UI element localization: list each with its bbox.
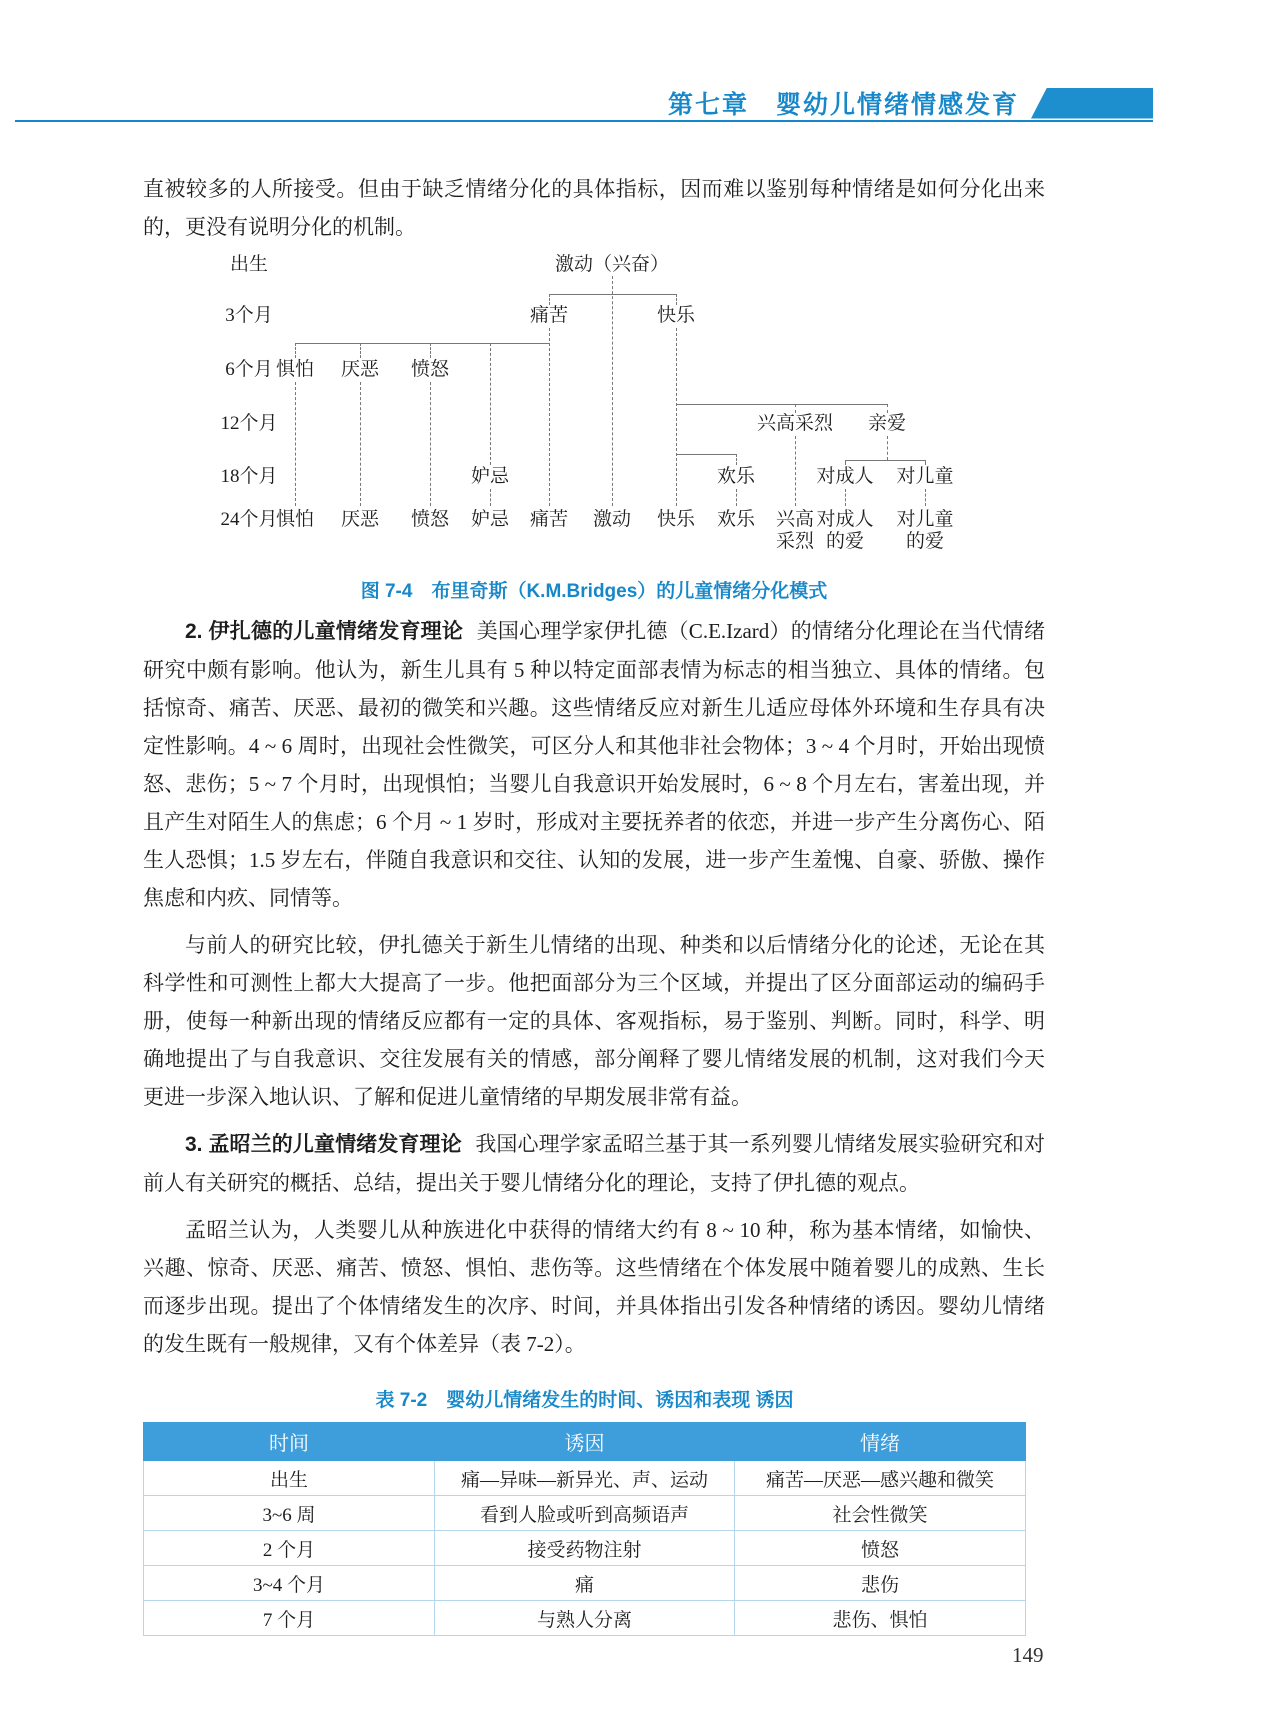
body-paragraph: 直被较多的人所接受。但由于缺乏情绪分化的具体指标，因而难以鉴别每种情绪是如何分化出来的，更没有说明分化的机制。 (143, 177, 1045, 239)
diagram-line (295, 343, 296, 358)
age-label: 24个月 (220, 509, 278, 530)
cell-time: 出生 (144, 1461, 435, 1496)
diagram-line (676, 404, 887, 405)
node-delight: 快乐 (656, 305, 695, 326)
diagram-line (845, 460, 925, 461)
header-rule (15, 120, 1153, 122)
table-header-row (144, 1423, 1026, 1461)
body-paragraph (143, 612, 1045, 917)
diagram-line (676, 294, 677, 305)
figure-caption: 图 7-4 布里奇斯（K.M.Bridges）的儿童情绪分化模式 (360, 581, 828, 602)
cell-emotion: 悲伤、惧怕 (734, 1601, 1025, 1636)
diagram-line (887, 404, 888, 413)
cell-trigger: 痛—异味—新异光、声、运动 (435, 1461, 735, 1496)
cell-emotion: 痛苦—厌恶—感兴趣和微笑 (734, 1461, 1025, 1496)
diagram-line (845, 489, 846, 506)
node-toward-adult: 对成人 (816, 466, 874, 487)
table-row (144, 1566, 1026, 1601)
cell-trigger: 接受药物注射 (435, 1531, 735, 1566)
diagram-line (490, 489, 491, 506)
node-joy: 欢乐 (716, 466, 755, 487)
diagram-line (845, 460, 846, 465)
table-row (144, 1461, 1026, 1496)
age-label: 出生 (229, 254, 268, 275)
diagram-line (549, 294, 550, 305)
bottom-node: 惧怕 (275, 509, 314, 530)
emotion-table (143, 1422, 1026, 1636)
cell-time: 3~4 个月 (144, 1566, 435, 1601)
bottom-node: 快乐 (656, 509, 695, 530)
bottom-node: 妒忌 (470, 509, 509, 530)
age-label: 12个月 (220, 413, 278, 434)
table-caption: 表 7-2 婴幼儿情绪发生的时间、诱因和表现 诱因 (375, 1390, 794, 1411)
bottom-node: 厌恶 (340, 509, 379, 530)
diagram-line (360, 343, 361, 358)
paragraph-text: 我国心理学家孟昭兰基于其一系列婴儿情绪发展实验研究和对前人有关研究的概括、总结，提出关于婴儿情绪分化的理论，支持了伊扎德的观点。 (143, 1132, 1045, 1195)
diagram-line (925, 489, 926, 506)
age-label: 18个月 (220, 466, 278, 487)
age-label: 3个月 (225, 305, 273, 326)
node-distress: 痛苦 (529, 305, 568, 326)
node-elation: 兴高采烈 (756, 413, 833, 434)
bottom-node: 对儿童的爱 (896, 509, 954, 552)
column-header-time: 时间 (144, 1423, 435, 1461)
cell-emotion: 悲伤 (734, 1566, 1025, 1601)
node-affection: 亲爱 (867, 413, 906, 434)
paragraph-text: 美国心理学家伊扎德（C.E.Izard）的情绪分化理论在当代情绪研究中颇有影响。他认为，新生儿具有 5 种以特定面部表情为标志的相当独立、具体的情绪。包括惊奇、痛苦、厌恶、最初的微笑和兴趣。这些情绪反应对新生儿适应母体外环境和生存具有决定性影响。4 ~ 6 周时，出现社会性微笑，可区分人和其他非社会物体；3 ~ 4 个月时，开始出现愤怒、悲伤；5 ~ 7 个月时，出现惧怕；当婴儿自我意识开始发展时，6 ~ 8 个月左右，害羞出现，并且产生对陌生人的焦虑；6 个月 ~ 1 岁时，形成对主要抚养者的依恋，并进一步产生分离伤心、陌生人恐惧；1.5 岁左右，伴随自我意识和交往、认知的发展，进一步产生羞愧、自豪、骄傲、操作焦虑和内疚、同情等。 (143, 619, 1045, 910)
diagram-line (490, 343, 491, 465)
page-content (143, 170, 1045, 1636)
node-fear: 惧怕 (275, 359, 314, 380)
cell-emotion: 愤怒 (734, 1531, 1025, 1566)
column-header-emotion: 情绪 (734, 1423, 1025, 1461)
cell-time: 3~6 周 (144, 1496, 435, 1531)
node-toward-child: 对儿童 (896, 466, 954, 487)
diagram-line (360, 382, 361, 506)
bottom-node: 兴高采烈 (775, 509, 814, 552)
cell-emotion: 社会性微笑 (734, 1496, 1025, 1531)
chapter-header (0, 85, 1153, 121)
cell-time: 7 个月 (144, 1601, 435, 1636)
table-row (144, 1601, 1026, 1636)
diagram-line (295, 343, 549, 344)
node-excitement: 激动（兴奋） (554, 254, 669, 275)
table-row (144, 1496, 1026, 1531)
table-row (144, 1531, 1026, 1566)
diagram-line (295, 382, 296, 506)
paragraph-lead: 2. 伊扎德的儿童情绪发育理论 (185, 620, 464, 643)
chapter-title: 第七章 婴幼儿情绪情感发育 (667, 91, 1019, 119)
bottom-node: 愤怒 (410, 509, 449, 530)
bridges-diagram (143, 254, 1045, 562)
node-disgust: 厌恶 (340, 359, 379, 380)
body-paragraph: 与前人的研究比较，伊扎德关于新生儿情绪的出现、种类和以后情绪分化的论述，无论在其科学性和可测性上都大大提高了一步。他把面部分为三个区域，并提出了区分面部运动的编码手册，使每一种新出现的情绪反应都有一定的具体、客观指标，易于鉴别、判断。同时，科学、明确地提出了与自我意识、交往发展有关的情感，部分阐释了婴儿情绪发展的机制，这对我们今天更进一步深入地认识、了解和促进儿童情绪的早期发展非常有益。 (143, 933, 1045, 1109)
diagram-line (736, 489, 737, 506)
node-anger: 愤怒 (410, 359, 449, 380)
body-paragraph: 孟昭兰认为，人类婴儿从种族进化中获得的情绪大约有 8 ~ 10 种，称为基本情绪，如愉快、兴趣、惊奇、厌恶、痛苦、愤怒、惧怕、悲伤等。这些情绪在个体发展中随着婴儿的成熟、生长而逐步出现。提出了个体情绪发生的次序、时间，并具体指出引发各种情绪的诱因。婴幼儿情绪的发生既有一般规律，又有个体差异（表 7-2）。 (143, 1218, 1045, 1356)
diagram-line (795, 404, 796, 413)
bottom-node: 欢乐 (716, 509, 755, 530)
diagram-line (676, 454, 736, 455)
paragraph-lead: 3. 孟昭兰的儿童情绪发育理论 (185, 1133, 462, 1156)
cell-trigger: 痛 (435, 1566, 735, 1601)
diagram-line (430, 343, 431, 358)
chapter-header-bar (1031, 88, 1153, 119)
cell-trigger: 与熟人分离 (435, 1601, 735, 1636)
page-number: 149 (1012, 1643, 1044, 1667)
diagram-line (925, 460, 926, 465)
body-paragraph (143, 1125, 1045, 1202)
column-header-trigger: 诱因 (435, 1423, 735, 1461)
diagram-line (430, 382, 431, 506)
diagram-line (887, 436, 888, 460)
bottom-node: 激动 (592, 509, 631, 530)
diagram-line (676, 328, 677, 506)
diagram-line (549, 328, 550, 506)
bottom-node: 对成人的爱 (816, 509, 874, 552)
bottom-node: 痛苦 (529, 509, 568, 530)
diagram-line (795, 436, 796, 506)
age-label: 6个月 (225, 359, 273, 380)
diagram-line (736, 454, 737, 465)
diagram-line (549, 294, 676, 295)
diagram-line (612, 276, 613, 506)
cell-time: 2 个月 (144, 1531, 435, 1566)
cell-trigger: 看到人脸或听到高频语声 (435, 1496, 735, 1531)
node-jealousy: 妒忌 (470, 466, 509, 487)
